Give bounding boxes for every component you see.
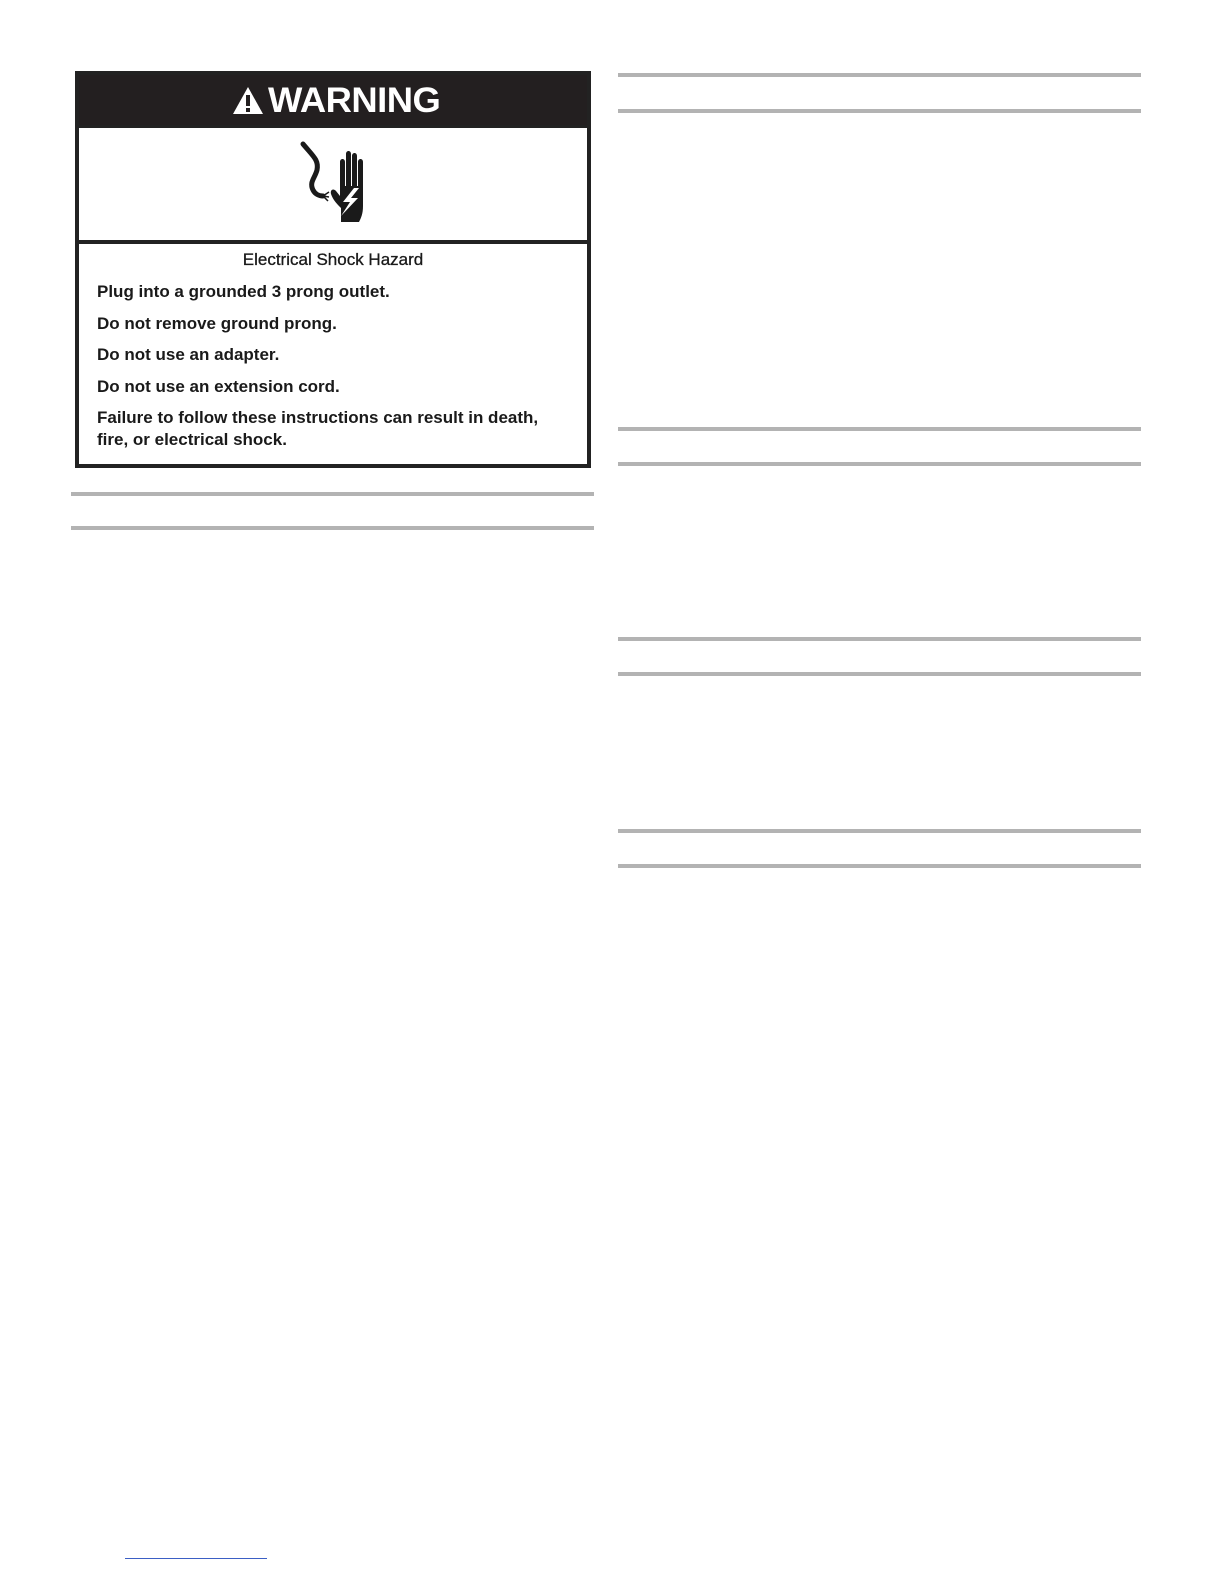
section-rule-bottom (618, 672, 1141, 676)
instruction-item: Failure to follow these instructions can result in death, fire, or electrical shock. (97, 408, 539, 449)
alert-triangle-icon (232, 86, 264, 115)
section-rule-bottom (618, 864, 1141, 868)
footer-link-underline[interactable] (125, 1558, 267, 1559)
warning-body (79, 244, 587, 451)
symbol-panel (79, 128, 587, 244)
section-rule-top (618, 829, 1141, 833)
instruction-item: Do not use an extension cord. (97, 376, 340, 396)
section-rule-top (618, 427, 1141, 431)
section-rule-top (618, 637, 1141, 641)
section-rule-top (618, 73, 1141, 77)
warning-header (79, 75, 587, 128)
section-rule-bottom (71, 526, 594, 530)
instruction-item: Do not remove ground prong. (97, 313, 337, 333)
instruction-item: Do not use an adapter. (97, 345, 280, 364)
electrical-shock-hand-icon (283, 134, 383, 234)
warning-title: WARNING (268, 80, 441, 120)
warning-box (75, 71, 591, 468)
instruction-item: Plug into a grounded 3 prong outlet. (97, 282, 390, 301)
hazard-title: Electrical Shock Hazard (242, 250, 424, 269)
section-rule-bottom (618, 109, 1141, 113)
section-rule-top (71, 492, 594, 496)
section-rule-bottom (618, 462, 1141, 466)
